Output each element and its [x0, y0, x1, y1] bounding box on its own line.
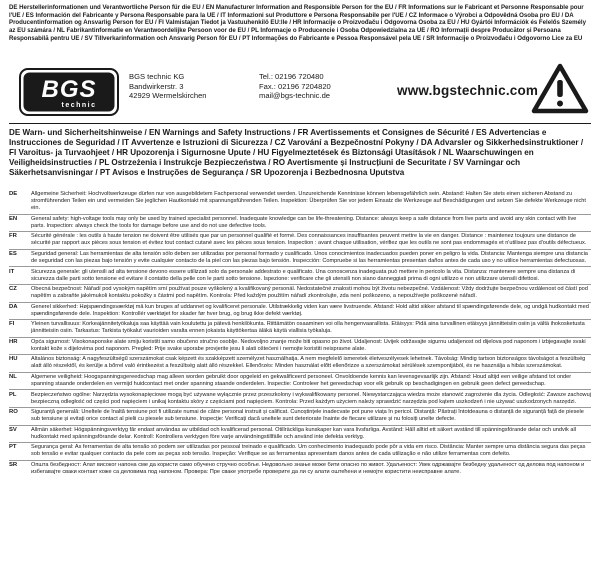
language-code: PT — [9, 444, 17, 451]
language-code: FI — [9, 321, 15, 328]
company-name: BGS technic KG — [129, 72, 185, 81]
warning-triangle-icon — [531, 63, 589, 115]
language-text: Sécurité générale : les outils à haute tension ne doivent être utilisés que par un personnel qualifié et formé. Des connaissances insuffisantes peuvent mettre la vie en danger. Distance : maintenez toujours une distance de sécurité par rapport aux pièces sous tension et évitez tout contact cutané avec les pièces sous tension. Inspection : avant chaque utilisation, vérifiez que les outils ne sont pas endommagés et n'utilisez pas d'outils défectueux. — [31, 233, 587, 247]
language-text: Sicurezza generale: gli utensili ad alta tensione devono essere utilizzati solo da personale addestrato e qualificato. Una conoscenza inadeguata può mettere in pericolo la vita. Distanza: mantenere sempre una distanza di sicurezza dalle parti sotto tensione ed evitare il contatto della pelle con le parti sotto tensione. Ispezione: verificare che gli utensili non siano danneggiati prima di ogni utilizzo e non utilizzare utensili difettosi. — [31, 268, 576, 282]
language-text: Allgemeine Sicherheit: Hochvoltwerkzeuge dürfen nur von ausgebildetem Fachpersonal verwendet werden. Unzureichende Kenntnisse können lebensgefährlich sein. Abstand: Halten Sie stets einen sicheren Abstand zu stromführenden Teilen ein und vermeiden Sie jeglichen Hautkontakt mit spannungsführenden Teilen. Inspektion: Überprüfen Sie vor jedem Einsatz die Werkzeuge auf Beschädigungen und setzen Sie defekte Werkzeuge nicht ein. — [31, 191, 586, 212]
language-code: EN — [9, 215, 18, 222]
logo-sub: technic — [61, 102, 97, 109]
language-entry — [9, 372, 591, 390]
website-url: www.bgstechnic.com — [397, 83, 539, 98]
contact-mail: mail@bgs-technic.de — [259, 91, 331, 101]
language-entry — [9, 460, 591, 478]
company-contact — [259, 72, 331, 101]
language-entry — [9, 284, 591, 302]
language-code: ES — [9, 250, 17, 257]
language-entry — [9, 425, 591, 443]
language-entry — [9, 302, 591, 320]
manufacturer-info-heading: DE Herstellerinformationen und Verantwortliche Person für die EU / EN Manufacturer Information and Responsible Person for the EU / FR Informations sur le Fabricant et Personne Responsable pour l'UE / ES Información del Fabricante y Persona Responsable para la UE / IT Informazioni sul Produttore e Persona Responsabile per l'UE / CZ Informace o Výrobci a Odpovědná Osoba pro EU / DA Producentinformation og Ansvarlig Person for EU / FI Valmistajan Tiedot ja Vastuuhenkilö EU:lle / HR Informacije o Proizvođaču i Odgovorna Osoba za EU / HU Gyártói Információk és Felelős Személy az EU számára / NL Fabrikantinformatie en Verantwoordelijke Persoon voor de EU / PL Informacje o Producencie i Osoba Odpowiedzialna za UE / RO Informații despre Producător și Persoana Responsabilă pentru UE / SV Tillverkarinformation och Ansvarig Person för EU / PT Informações do Fabricante e Pessoa Responsável pela UE / SR Informacije o Proizvođaču i Odgovorno Lice za EU — [9, 4, 587, 42]
safety-entries — [9, 190, 591, 587]
language-text: Opća sigurnost: Visokonaponske alate smiju koristiti samo obučeno stručno osoblje. Nedovoljno znanje može biti opasno po život. Udaljenost: Uvijek održavajte sigurnu udaljenost od dijelova pod naponom i izbjegavajte svaki kontakt kože s dijelovima pod naponom. Pregled: Prije svake uporabe provjerite jesu li alati oštećeni i nemojte koristiti neispravne alate. — [31, 338, 586, 352]
language-code: RO — [9, 409, 18, 416]
language-text: General safety: high-voltage tools may only be used by trained specialist personnel. Inadequate knowledge can be life-threatening. Distance: always keep a safe distance from live parts and avoid any skin contact with live parts. Inspection: always check the tools for damage before use and do not use defective tools. — [31, 215, 577, 229]
language-entry — [9, 354, 591, 372]
language-code: SR — [9, 461, 18, 468]
warnings-section-title: DE Warn- und Sicherheitshinweise / EN Warnings and Safety Instructions / FR Avertissements et Consignes de Sécurité / ES Advertencias e Instrucciones de Seguridad / IT Avvertenze e Istruzioni di Sicurezza / CZ Varování a Bezpečnostní Pokyny / DA Advarsler og Sikkerhedsinstruktioner / FI Varoitus- ja Turvaohjeet / HR Upozorenja i Sigurnosne Upute / HU Figyelmeztetések és Biztonsági Utasítások / NL Waarschuwingen en Veiligheidsinstructies / PL Ostrzeżenia i Instrukcje Bezpieczeństwa / RO Avertismente și Instrucțiuni de Securitate / SV Varningar och Säkerhetsanvisningar / PT Avisos e Instruções de Segurança / SR Upozorenja i Bezbednosna Uputstva — [9, 128, 584, 177]
header-divider — [9, 123, 591, 124]
language-text: Obecná bezpečnost: Nářadí pod vysokým napětím smí používat pouze vyškolený a kvalifikovaný personál. Nedostatečné znalosti mohou být životu nebezpečné. Vzdálenost: Vždy dodržujte bezpečnou vzdálenost od částí pod napětím a zabraňte jakémukoli kontaktu pokožky s částmi pod napětím. Kontrola: Před každým použitím nářadí zkontrolujte, zda není poškozeno, a nepoužívejte poškozené nářadí. — [31, 286, 588, 300]
manufacturer-header — [9, 66, 591, 121]
contact-tel: Tel.: 02196 720480 — [259, 72, 324, 81]
language-text: Generel sikkerhed: Højspændingsværktøj må kun bruges af uddannet og kvalificeret personale. Utilstrækkelig viden kan være livstruende. Afstand: Hold altid sikker afstand til spændingsførende dele, og undgå hudkontakt med spændingsførende dele. Inspektion: Kontrollér værktøjet for skader før hver brug, og brug ikke defekt værktøj. — [31, 303, 589, 317]
language-entry — [9, 442, 591, 460]
bgs-technic-logo — [19, 68, 119, 116]
language-entry — [9, 266, 591, 284]
company-address — [129, 72, 207, 101]
language-entry — [9, 319, 591, 337]
language-text: Siguranță generală: Uneltele de înaltă tensiune pot fi utilizate numai de către personal instruit și calificat. Cunoștințele inadecvate pot pune viața în pericol. Distanță: Păstrați întotdeauna o distanță de siguranță față de piesele sub tensiune și evitați orice contact al pielii cu piesele sub tensiune. Inspecție: Verificați dacă uneltele sunt deteriorate înainte de fiecare utilizare și nu folosiți unelte defecte. — [31, 409, 584, 423]
language-code: HR — [9, 338, 18, 345]
language-text: Allmän säkerhet: Högspänningsverktyg får endast användas av utbildad och kvalificerad personal. Otillräckliga kunskaper kan vara livsfarliga. Avstånd: Håll alltid ett säkert avstånd till spänningsförande delar och undvik all hudkontakt med spänningsförande delar. Kontroll: Kontrollera verktygen före varje användningstillfälle och använd inte defekta verktyg. — [31, 426, 576, 440]
logo-brand: BGS — [41, 76, 97, 103]
language-text: Seguridad general: Las herramientas de alta tensión sólo deben ser utilizadas por personal formado y cualificado. Unos conocimientos inadecuados pueden poner en peligro la vida. Distancia: Mantenga siempre una distancia de seguridad con las piezas bajo tensión y evite cualquier contacto de la piel con las piezas bajo tensión. Inspección: Compruebe si las herramientas presentan daños antes de cada uso y no utilice herramientas defectuosas. — [31, 250, 588, 265]
language-text: Algemene veiligheid: Hoogspanningsgereedschap mag alleen worden gebruikt door opgeleid en gekwalificeerd personeel. Onvoldoende kennis kan levensgevaarlijk zijn. Afstand: Houd altijd een veilige afstand tot onder spanning staande onderdelen en vermijd huidcontact met onder spanning staande onderdelen. Inspectie: Controleer het gereedschap voor elk gebruik op beschadigingen en gebruik geen defect gereedschap. — [31, 374, 572, 388]
language-code: NL — [9, 374, 17, 381]
company-city: 42929 Wermelskirchen — [129, 91, 207, 101]
language-code: PL — [9, 391, 17, 398]
language-text: Segurança geral: As ferramentas de alta tensão só podem ser utilizadas por pessoal treinado e qualificado. Um conhecimento inadequado pode pôr a vida em risco. Distância: Manter sempre uma distância segura das peças sob tensão e evitar qualquer contacto da pele com as peças sob tensão. Inspeção: Verifique se as ferramentas apresentam danos antes de cada utilização e não utilize ferramentas com defeito. — [31, 444, 586, 458]
language-code: SV — [9, 426, 17, 433]
language-entry — [9, 249, 591, 267]
language-text: Општа безбедност: Алат високог напона сме да користи само обучено стручно особље. Недовољно знање може бити опасно по живот. Удаљеност: Увек одржавајте безбедну удаљеност од делова под напоном и избегавајте сваки контакт коже са деловима под напоном. Провера: Пре сваке употребе проверите да ли су алати оштећени и немојте користити неисправне алате. — [31, 461, 585, 475]
language-code: IT — [9, 268, 15, 275]
language-entry — [9, 214, 591, 232]
language-entry — [9, 407, 591, 425]
language-entry — [9, 190, 591, 214]
language-code: DA — [9, 303, 18, 310]
language-code: FR — [9, 233, 17, 240]
contact-fax: Fax.: 02196 7204820 — [259, 81, 331, 91]
language-text: Yleinen turvallisuus: Korkeajännitetyökaluja saa käyttää vain koulutettu ja pätevä henkilökunta. Riittämätön osaaminen voi olla hengenvaarallista. Etäisyys: Pidä aina turvallinen etäisyys jännitteisiin osiin ja vältä ihokosketusta jännitteisiin osiin. Tarkastus: Tarkista työkalut vaurioiden varalta ennen jokaista käyttökertaa äläkä käytä viallisia työkaluja. — [31, 321, 585, 335]
language-code: CZ — [9, 286, 17, 293]
language-code: DE — [9, 191, 18, 198]
company-street: Bandwirkerstr. 3 — [129, 81, 184, 91]
language-text: Általános biztonság: A nagyfeszültségű szerszámokat csak képzett és szakképzett személyzet használhatja. A nem megfelelő ismeretek életveszélyesek lehetnek. Távolság: Mindig tartson biztonságos távolságot a feszültség alatt álló részektől, és kerülje a bőrrel való érintkezést a feszültség alatt álló részekkel. Ellenőrzés: Minden használat előtt ellenőrizze a szerszámokat sérülések szempontjából, és ne használja a hibás szerszámokat. — [31, 356, 586, 370]
language-code: HU — [9, 356, 18, 363]
language-text: Bezpieczeństwo ogólne: Narzędzia wysokonapięciowe mogą być używane wyłącznie przez przeszkolony i wykwalifikowany personel. Niewystarczająca wiedza może stanowić zagrożenie dla życia. Odległość: Zawsze zachowuj bezpieczną odległość od części pod napięciem i unikaj kontaktu skóry z częściami pod napięciem. Kontrola: Przed każdym użyciem należy sprawdzić narzędzia pod kątem uszkodzeń i nie używać uszkodzonych narzędzi. — [31, 391, 591, 405]
language-entry — [9, 389, 591, 407]
language-entry — [9, 231, 591, 249]
language-entry — [9, 337, 591, 355]
